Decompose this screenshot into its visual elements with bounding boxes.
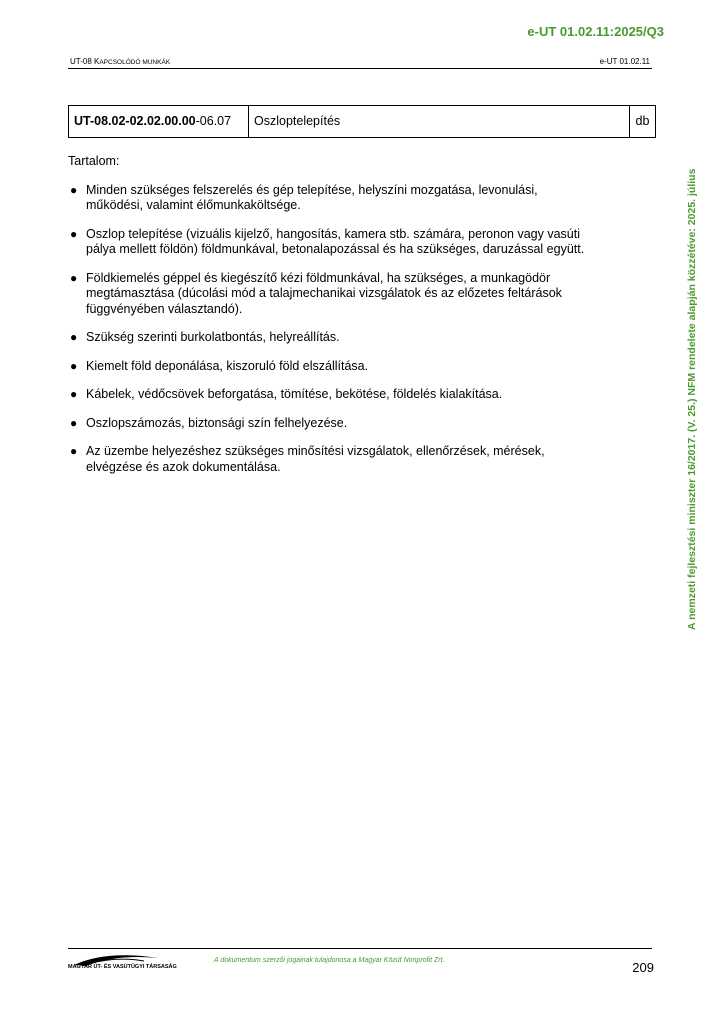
item-table <box>68 105 656 138</box>
copyright-notice: A dokumentum szerzői jogainak tulajdonosa a Magyar Közút Nonprofit Zrt. <box>214 957 445 964</box>
list-item <box>68 330 588 346</box>
list-item-text: Oszlopszámozás, biztonsági szín felhelyezése. <box>86 415 348 430</box>
list-item <box>68 359 588 375</box>
bullet-icon: ● <box>70 330 78 344</box>
bullet-icon: ● <box>70 387 78 401</box>
header-doc-ref: e-UT 01.02.11 <box>599 57 650 66</box>
bullet-list <box>68 183 588 476</box>
list-item <box>68 183 588 214</box>
content-section <box>68 154 588 488</box>
bullet-icon: ● <box>70 444 78 458</box>
list-item <box>68 387 588 403</box>
list-item-text: Földkiemelés géppel és kiegészítő kézi földmunkával, ha szükséges, a munkagödör megtámasztása (dúcolási mód a talajmechanikai vizsgálatok és az előzetes feltárások függvényében választandó). <box>86 270 562 316</box>
item-row <box>69 106 656 138</box>
list-item-text: Kábelek, védőcsövek beforgatása, tömítése, bekötése, földelés kialakítása. <box>86 387 503 401</box>
list-item-text: Az üzembe helyezéshez szükséges minősítési vizsgálatok, ellenőrzések, mérések, elvégzése és azok dokumentálása. <box>86 444 545 474</box>
header-section-smallcaps: APCSOLÓDÓ MUNKÁK <box>99 59 171 66</box>
item-unit-cell: db <box>630 106 656 138</box>
header-section-prefix: UT-08 K <box>70 57 100 66</box>
side-publication-note: A nemzeti fejlesztési miniszter 16/2017. (V. 25.) NFM rendelete alapján közzétéve: 2025. július <box>686 168 698 630</box>
bullet-icon: ● <box>70 182 78 197</box>
bullet-icon: ● <box>70 270 78 285</box>
bullet-icon: ● <box>70 226 78 241</box>
list-item-text: Minden szükséges felszerelés és gép telepítése, helyszíni mozgatása, levonulási, működési, valamint élőmunkaköltsége. <box>86 182 538 212</box>
list-item <box>68 444 588 475</box>
bullet-icon: ● <box>70 358 78 373</box>
bullet-icon: ● <box>70 415 78 430</box>
page-number: 209 <box>632 960 654 975</box>
header-section-title <box>70 58 170 67</box>
list-item-text: Kiemelt föld deponálása, kiszoruló föld elszállítása. <box>86 358 369 373</box>
content-intro: Tartalom: <box>68 154 120 168</box>
list-item <box>68 416 588 432</box>
list-item <box>68 271 588 318</box>
item-code: UT-08.02-02.02.00.00 <box>74 114 196 128</box>
list-item-text: Szükség szerinti burkolatbontás, helyreállítás. <box>86 330 340 344</box>
footer-divider <box>68 948 652 949</box>
list-item-text: Oszlop telepítése (vizuális kijelző, hangosítás, kamera stb. számára, peronon vagy vasúti pálya mellett földön) földmunkával, betonalapozással és ha szükséges, daruzással együtt. <box>86 226 585 256</box>
item-code-suffix: -06.07 <box>195 114 232 128</box>
document-id: e-UT 01.02.11:2025/Q3 <box>527 24 664 39</box>
running-header <box>68 58 652 69</box>
item-name-cell: Oszloptelepítés <box>249 106 630 138</box>
list-item <box>68 227 588 258</box>
logo-text: MAGYAR ÚT- ÉS VASÚTÜGYI TÁRSASÁG <box>68 964 177 970</box>
item-code-cell <box>69 106 249 138</box>
